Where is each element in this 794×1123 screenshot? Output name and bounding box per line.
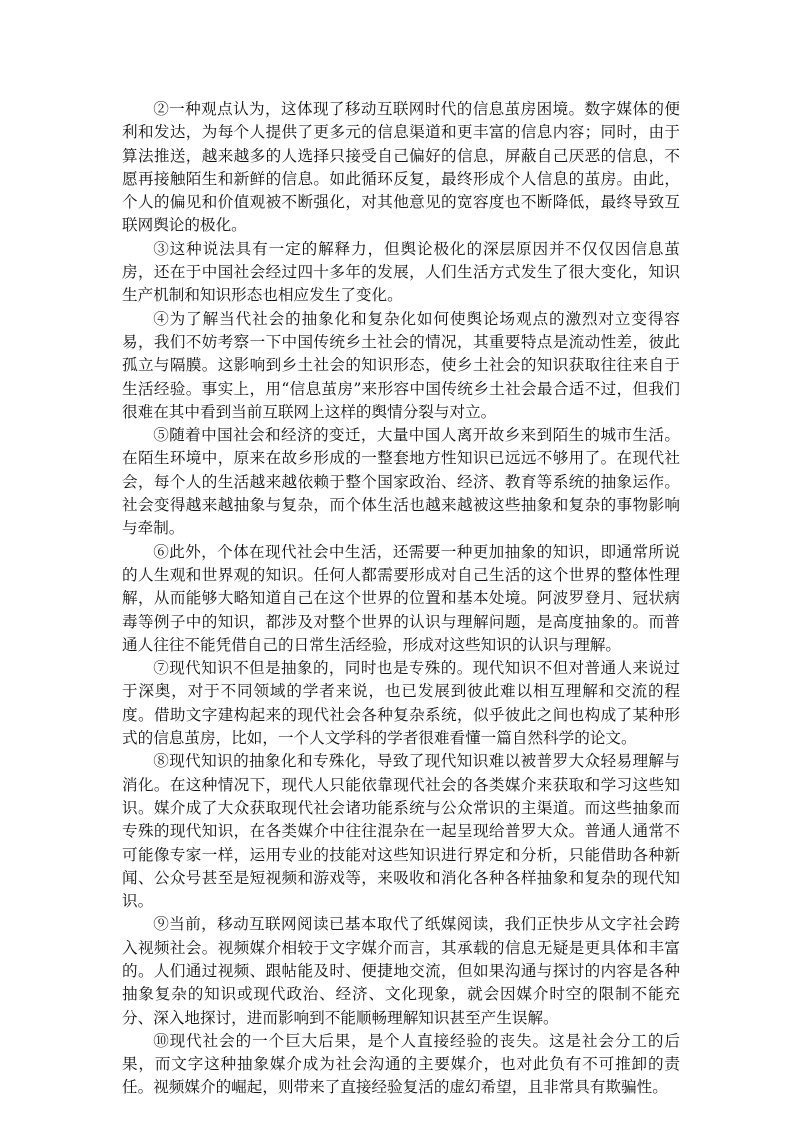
paragraph-7: ⑦现代知识不但是抽象的，同时也是专殊的。现代知识不但对普通人来说过于深奥，对于不同领域的学者来说，也已发展到彼此难以相互理解和交流的程度。借助文字建构起来的现代社会各种复杂系统，似乎彼此之间也构成了某种形式的信息茧房，比如，一个人文学科的学者很难看懂一篇自然科学的论文。 xyxy=(122,659,680,748)
paragraph-4: ④为了解当代社会的抽象化和复杂化如何使舆论场观点的激烈对立变得容易，我们不妨考察一下中国传统乡土社会的情况，其重要特点是流动性差，彼此孤立与隔膜。这影响到乡土社会的知识形态，使乡土社会的知识获取往往来自于生活经验。事实上，用“信息茧房”来形容中国传统乡土社会最合适不过，但我们很难在其中看到当前互联网上这样的舆情分裂与对立。 xyxy=(122,309,680,421)
paragraph-2: ②一种观点认为，这体现了移动互联网时代的信息茧房困境。数字媒体的便利和发达，为每个人提供了更多元的信息渠道和更丰富的信息内容；同时，由于算法推送，越来越多的人选择只接受自己偏好的信息，屏蔽自己厌恶的信息，不愿再接触陌生和新鲜的信息。如此循环反复，最终形成个人信息的茧房。由此，个人的偏见和价值观被不断强化，对其他意见的宽容度也不断降低，最终导致互联网舆论的极化。 xyxy=(122,100,680,235)
paragraph-3: ③这种说法具有一定的解释力，但舆论极化的深层原因并不仅仅因信息茧房，还在于中国社会经过四十多年的发展，人们生活方式发生了很大变化，知识生产机制和知识形态也相应发生了变化。 xyxy=(122,239,680,305)
paragraph-8: ⑧现代知识的抽象化和专殊化，导致了现代知识难以被普罗大众轻易理解与消化。在这种情况下，现代人只能依靠现代社会的各类媒介来获取和学习这些知识。媒介成了大众获取现代社会诸功能系统与公众常识的主渠道。而这些抽象而专殊的现代知识，在各类媒介中往往混杂在一起呈现给普罗大众。普通人通常不可能像专家一样，运用专业的技能对这些知识进行界定和分析，只能借助各种新闻、公众号甚至是短视频和游戏等，来吸收和消化各种各样抽象和复杂的现代知识。 xyxy=(122,752,680,911)
paragraph-6: ⑥此外，个体在现代社会中生活，还需要一种更加抽象的知识，即通常所说的人生观和世界观的知识。任何人都需要形成对自己生活的这个世界的整体性理解，从而能够大略知道自己在这个世界的位置和基本处境。阿波罗登月、冠状病毒等例子中的知识，都涉及对整个世界的认识与理解问题，是高度抽象的。而普通人往往不能凭借自己的日常生活经验，形成对这些知识的认识与理解。 xyxy=(122,542,680,654)
document-page xyxy=(122,98,680,1100)
paragraph-9: ⑨当前，移动互联网阅读已基本取代了纸媒阅读，我们正快步从文字社会跨入视频社会。视频媒介相较于文字媒介而言，其承载的信息无疑是更具体和丰富的。人们通过视频、跟帖能及时、便捷地交流，但如果沟通与探讨的内容是各种抽象复杂的知识或现代政治、经济、文化现象，就会因媒介时空的限制不能充分、深入地探讨，进而影响到不能顺畅理解知识甚至产生误解。 xyxy=(122,915,680,1027)
paragraph-5: ⑤随着中国社会和经济的变迁，大量中国人离开故乡来到陌生的城市生活。在陌生环境中，原来在故乡形成的一整套地方性知识已远远不够用了。在现代社会，每个人的生活越来越依赖于整个国家政治、经济、教育等系统的抽象运作。社会变得越来越抽象与复杂，而个体生活也越来越被这些抽象和复杂的事物影响与牵制。 xyxy=(122,426,680,538)
paragraph-10: ⑩现代社会的一个巨大后果，是个人直接经验的丧失。这是社会分工的后果，而文字这种抽象媒介成为社会沟通的主要媒介，也对此负有不可推卸的责任。视频媒介的崛起，则带来了直接经验复活的虚幻希望，且非常具有欺骗性。 xyxy=(122,1031,680,1097)
